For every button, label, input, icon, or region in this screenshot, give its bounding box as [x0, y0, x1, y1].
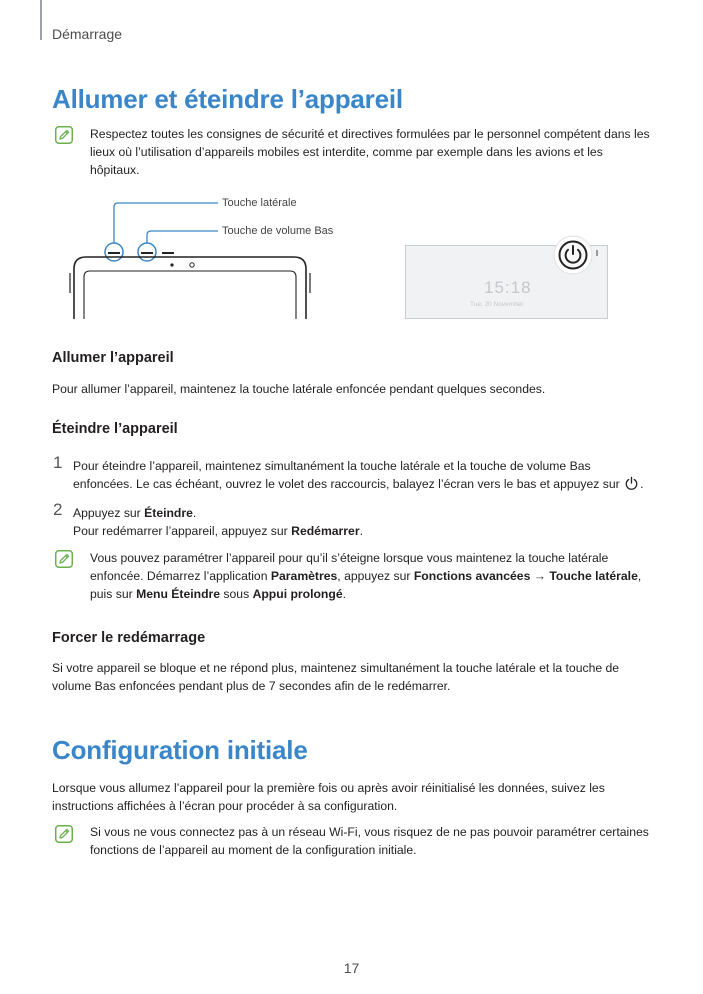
note-pencil-icon: [55, 550, 73, 568]
section-heading-power-off: Éteindre l’appareil: [52, 421, 178, 437]
note-bold-advanced: Fonctions avancées: [413, 569, 531, 583]
section-title-setup: Configuration initiale: [52, 735, 308, 765]
note-pencil-icon: [55, 126, 73, 144]
power-button-icon: [552, 234, 594, 276]
callout-volume-down: Touche de volume Bas: [222, 225, 334, 237]
lock-screen-date: Tue, 20 November: [470, 301, 524, 308]
step-1-text-end: .: [640, 477, 644, 491]
note-part: , puis sur: [90, 569, 642, 601]
status-indicator: [596, 250, 598, 256]
power-icon: [624, 476, 639, 491]
note-part: , appuyez sur: [337, 569, 414, 583]
wifi-note: Si vous ne vous connectez pas à un réseau Wi-Fi, vous risquez de ne pas pouvoir paramétrer certaines fonctions de l’appareil au moment de la configuration initiale.: [90, 825, 649, 857]
lock-screen-time: 15:18: [484, 278, 532, 297]
note-arrow: →: [530, 569, 550, 583]
header-rule: [40, 0, 42, 40]
step-2-restart-text: [73, 522, 653, 540]
note-bold-long-press: Appui prolongé: [252, 587, 343, 601]
step-2b-post: .: [359, 524, 363, 538]
step-2-bold: Éteindre: [144, 506, 193, 520]
note-part: Vous pouvez paramétrer l’appareil pour qu’il s’éteigne lorsque vous maintenez la touche latérale enfoncée. Démarrez l’application: [90, 551, 609, 583]
side-key-settings-note: [90, 549, 650, 603]
step-2-pre: Appuyez sur: [73, 506, 145, 520]
note-part: .: [342, 587, 346, 601]
note-bold-power-menu: Menu Éteindre: [136, 587, 221, 601]
page-title: Allumer et éteindre l’appareil: [52, 84, 403, 114]
note-pencil-icon: [55, 825, 73, 843]
note-bold-side-key: Touche latérale: [549, 569, 638, 583]
step-1-text-main: Pour éteindre l’appareil, maintenez simultanément la touche latérale et la touche de volume Bas enfoncées. Le cas échéant, ouvrez le volet des raccourcis, balayez l’écran vers le bas et appuyez sur: [73, 459, 620, 491]
device-side-key-illustration: [68, 195, 338, 320]
page-number: 17: [343, 960, 360, 976]
step-1-text: [73, 457, 653, 493]
step-2b-pre: Pour redémarrer l’appareil, appuyez sur: [73, 524, 292, 538]
step-2b-bold: Redémarrer: [291, 524, 360, 538]
step-number-1: 1: [53, 453, 63, 472]
section-heading-power-on: Allumer l’appareil: [52, 350, 174, 366]
step-2-post: .: [192, 506, 197, 520]
running-head: Démarrage: [52, 26, 123, 42]
power-on-text: Pour allumer l’appareil, maintenez la touche latérale enfoncée pendant quelques secondes.: [52, 382, 546, 396]
note-bold-settings: Paramètres: [270, 569, 338, 583]
callout-side-key: Touche latérale: [222, 197, 297, 209]
step-number-2: 2: [53, 500, 63, 519]
note-part: sous: [220, 587, 253, 601]
setup-text: Lorsque vous allumez l’appareil pour la première fois ou après avoir réinitialisé les données, suivez les instructions affichées à l’écran pour procéder à sa configuration.: [52, 781, 605, 813]
safety-note: Respectez toutes les consignes de sécurité et directives formulées par le personnel compétent dans les lieux où l’utilisation d’appareils mobiles est interdite, comme par exemple dans les avions et les hôpitaux.: [90, 127, 650, 177]
section-heading-force-restart: Forcer le redémarrage: [52, 630, 206, 646]
step-2-text: [73, 504, 653, 522]
force-restart-text: Si votre appareil se bloque et ne répond plus, maintenez simultanément la touche latérale et la touche de volume Bas enfoncées pendant plus de 7 secondes afin de le redémarrer.: [52, 661, 620, 693]
